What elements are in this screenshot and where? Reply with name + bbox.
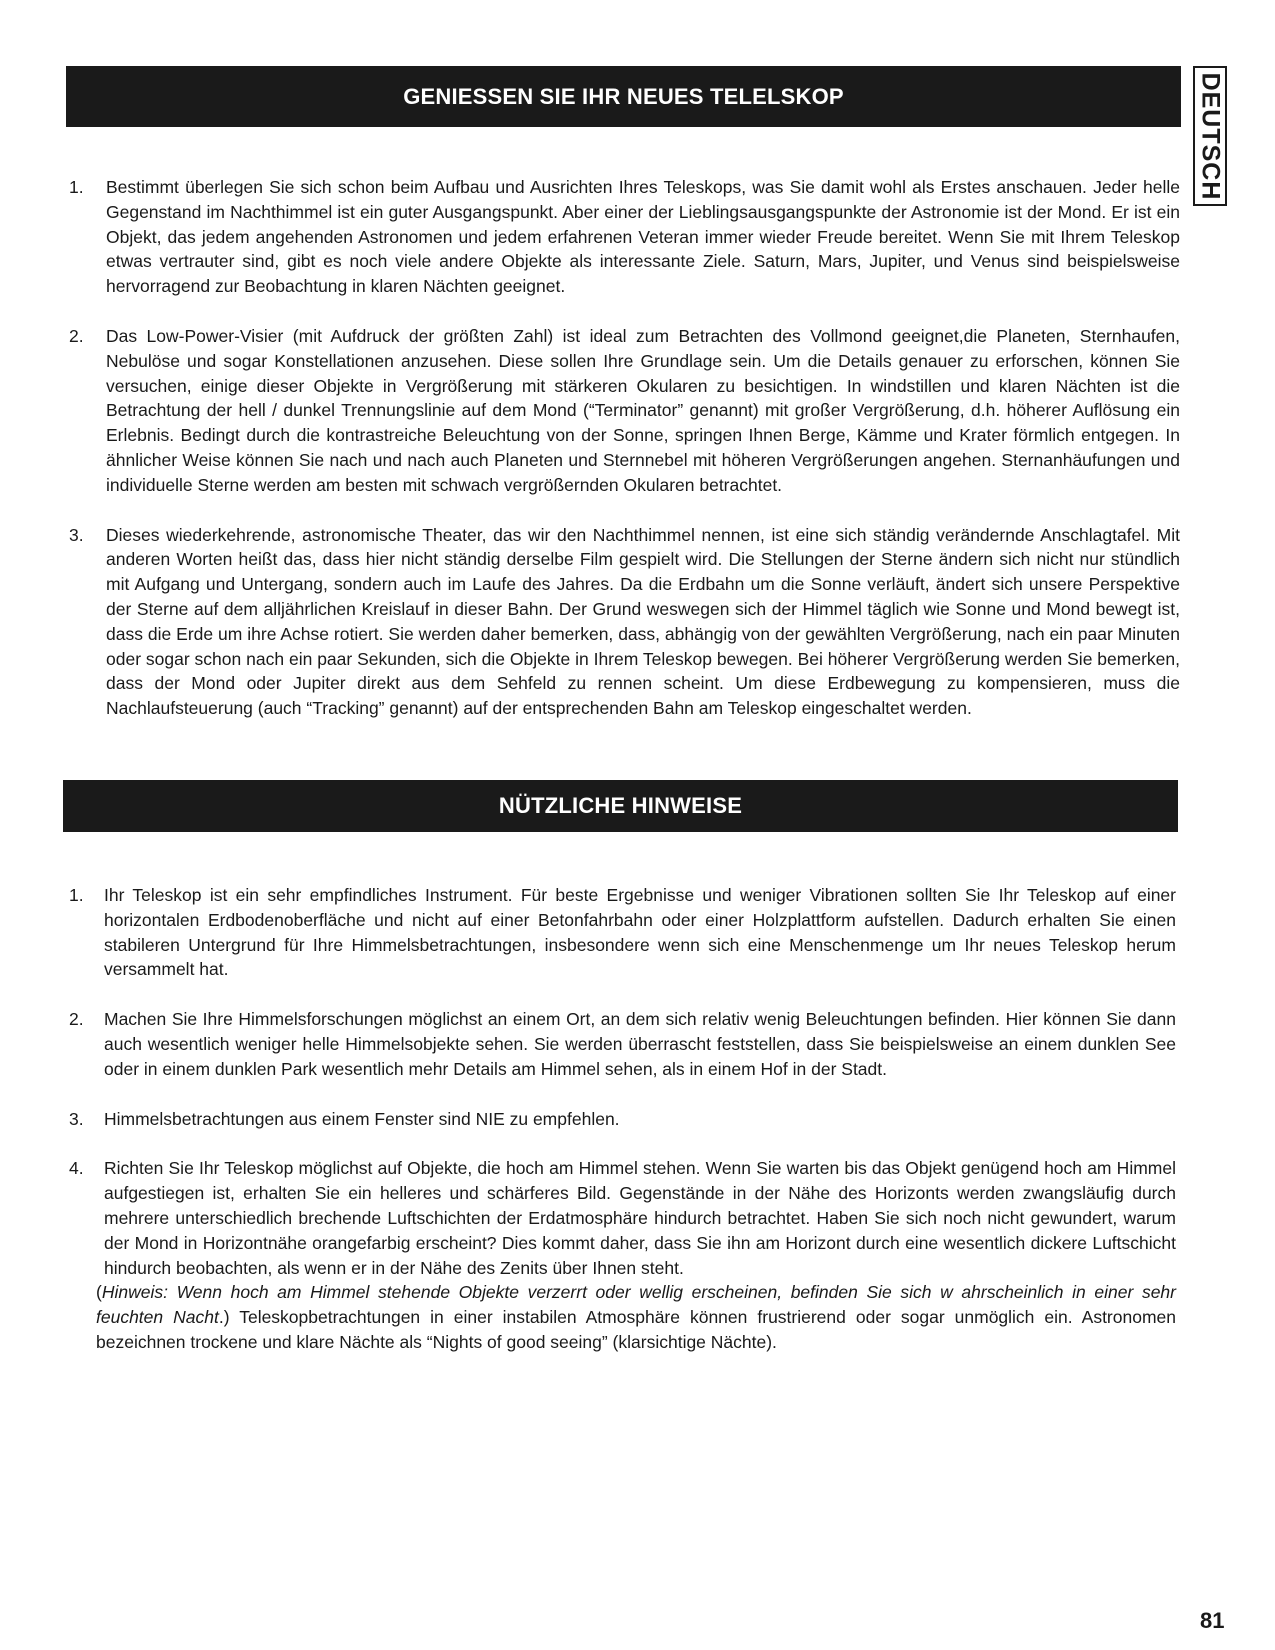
language-tab: [1193, 66, 1227, 206]
item-number: 3.: [69, 524, 84, 545]
enjoy-telescope-list: [66, 175, 1180, 746]
item-text: Ihr Teleskop ist ein sehr empfindliches Instrument. Für beste Ergebnisse und weniger Vibrationen sollten Sie Ihr Teleskop auf einer horizontalen Erdbodenoberfläche und nicht auf einer Betonfahrbahn oder einer Holzplattform aufstellen. Dadurch erhalten Sie einen stabileren Untergrund für Ihre Himmelsbetrachtungen, insbesondere wenn sich eine Menschenmenge um Ihr neues Teleskop herum versammelt hat.: [104, 885, 1176, 980]
list-item: [66, 523, 1180, 721]
note-text: .) Teleskopbetrachtungen in einer instabilen Atmosphäre können frustrierend oder sogar unmöglich ein. Astronomen bezeichnen trockene und klare Nächte als “Nights of good seeing” (klarsichtige Nächte).: [96, 1307, 1176, 1352]
note-italic: Hinweis: Wenn hoch am Himmel stehende Objekte verzerrt oder wellig erscheinen, befinden Sie sich w ahrscheinlich in einer sehr feuchten Nacht: [96, 1282, 1176, 1328]
list-item: [66, 175, 1180, 299]
item-text: Machen Sie Ihre Himmelsforschungen möglichst an einem Ort, an dem sich relativ wenig Beleuchtungen befinden. Hier können Sie dann auch wesentlich weniger helle Himmelsobjekte sehen. Sie werden überrascht feststellen, dass Sie beispielsweise an einem dunklen See oder in einem dunklen Park wesentlich mehr Details am Himmel sehen, als in einem Hof in der Stadt.: [104, 1009, 1176, 1079]
list-item: [66, 1107, 1176, 1132]
list-item: [66, 1007, 1176, 1081]
item-number: 3.: [69, 1108, 84, 1129]
item-number: 1.: [69, 885, 84, 905]
section-header-useful-hints: [63, 780, 1178, 832]
item-number: 4.: [69, 1158, 84, 1179]
item-number: 2.: [69, 1009, 84, 1030]
section-title: GENIESSEN SIE IHR NEUES TELELSKOP: [403, 83, 844, 109]
section-header-enjoy-telescope: [66, 66, 1181, 127]
language-tab-label: DEUTSCH: [1196, 72, 1225, 200]
section-title: NÜTZLICHE HINWEISE: [498, 793, 743, 818]
note-open-paren: (: [96, 1282, 102, 1303]
list-item: [66, 883, 1176, 982]
list-item: [66, 1156, 1176, 1354]
item-text: Das Low-Power-Visier (mit Aufdruck der größten Zahl) ist ideal zum Betrachten des Vollmond geeignet,die Planeten, Sternhaufen, Nebulöse und sogar Konstellationen anzusehen. Diese sollen Ihre Grundlage sein. Um die Details genauer zu erforschen, können Sie versuchen, einige dieser Objekte in Vergrößerung mit stärkeren Okularen zu besichtigen. In windstillen und klaren Nächten ist die Betrachtung der hell / dunkel Trennungslinie auf dem Mond (“Terminator” genannt) mit großer Vergrößerung, d.h. höherer Auflösung ein Erlebnis. Bedingt durch die kontrastreiche Beleuchtung von der Sonne, springen Ihnen Berge, Kämme und Krater förmlich entgegen. In ähnlicher Weise können Sie nach und nach auch Planeten und Sternnebel mit höheren Vergrößerungen angehen. Sternanhäufungen und individuelle Sterne werden am besten mit schwach vergrößernden Okularen betrachtet.: [106, 325, 1180, 495]
item-number: 2.: [69, 325, 84, 346]
item-number: 1.: [69, 177, 84, 197]
item-text: Bestimmt überlegen Sie sich schon beim Aufbau und Ausrichten Ihres Teleskops, was Sie damit wohl als Erstes anschauen. Jeder helle Gegenstand im Nachthimmel ist ein guter Ausgangspunkt. Aber einer der Lieblingsausgangspunkte der Astronomie ist der Mond. Er ist ein Objekt, das jedem angehenden Astronomen und jedem erfahrenen Veteran immer wieder Freude bereitet. Wenn Sie mit Ihrem Teleskop etwas vertrauter sind, gibt es noch viele andere Objekte als interessante Ziele. Saturn, Mars, Jupiter, und Venus sind beispielsweise hervorragend zur Beobachtung in klaren Nächten geeignet.: [106, 177, 1180, 297]
item-text: Himmelsbetrachtungen aus einem Fenster sind NIE zu empfehlen.: [104, 1108, 620, 1129]
item-text: Richten Sie Ihr Teleskop möglichst auf Objekte, die hoch am Himmel stehen. Wenn Sie warten bis das Objekt genügend hoch am Himmel aufgestiegen ist, erhalten Sie ein helleres und schärferes Bild. Gegenstände in der Nähe des Horizonts werden zwangsläufig durch mehrere unterschiedlich brechende Luftschichten der Erdatmosphäre hindurch betrachtet. Haben Sie sich noch nicht gewundert, warum der Mond in Horizontnähe orangefarbig erscheint? Dies kommt daher, dass Sie ihn am Horizont durch eine wesentlich dickere Luftschicht hindurch beobachten, als wenn er in der Nähe des Zenits über Ihnen steht.: [104, 1158, 1176, 1278]
item-text: Dieses wiederkehrende, astronomische Theater, das wir den Nachthimmel nennen, ist eine sich ständig verändernde Anschlagtafel. Mit anderen Worten heißt das, dass hier nicht ständig derselbe Film gespielt wird. Die Stellungen der Sterne ändern sich nicht nur stündlich mit Aufgang und Untergang, sondern auch im Laufe des Jahres. Da die Erdbahn um die Sonne verläuft, ändert sich unsere Perspektive der Sterne auf dem alljährlichen Kreislauf in dieser Bahn. Der Grund weswegen sich der Himmel täglich wie Sonne und Mond bewegt ist, dass die Erde um ihre Achse rotiert. Sie werden daher bemerken, dass, abhängig von der gewählten Vergrößerung, nach ein paar Minuten oder sogar schon nach ein paar Sekunden, sich die Objekte in Ihrem Teleskop bewegen. Bei höherer Vergrößerung werden Sie bemerken, dass der Mond oder Jupiter direkt aus dem Sehfeld zu rennen scheint. Um diese Erdbewegung zu kompensieren, muss die Nachlaufsteuerung (auch “Tracking” genannt) auf der entsprechenden Bahn am Teleskop eingeschaltet werden.: [106, 524, 1180, 719]
list-item: [66, 324, 1180, 498]
useful-hints-list: [66, 883, 1176, 1380]
hint-note: [96, 1280, 1176, 1354]
page-number: 81: [1200, 1608, 1225, 1633]
